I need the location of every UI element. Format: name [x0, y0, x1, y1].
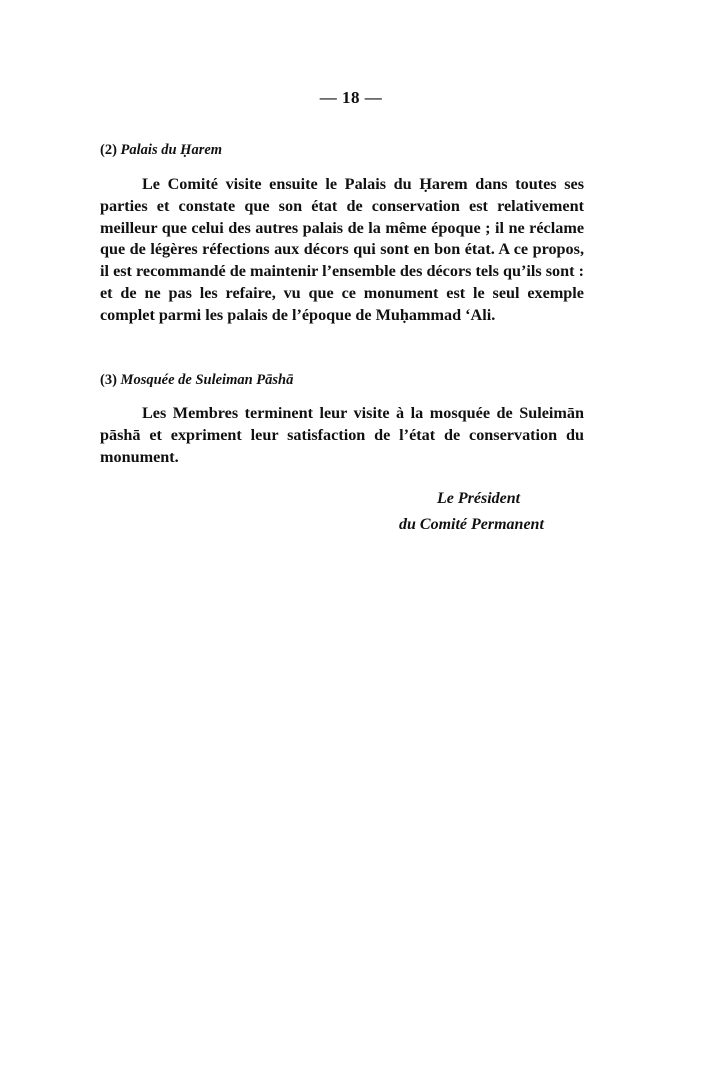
section-number: (3) [100, 372, 117, 388]
section-title: Mosquée de Suleiman Pāshā [120, 372, 294, 388]
page-number: — 18 — [319, 88, 383, 107]
section-title: Palais du Ḥarem [120, 142, 223, 158]
section-heading-palais-du-harem [100, 142, 222, 159]
section-number: (2) [100, 142, 117, 158]
signature-committee: du Comité Permanent [399, 516, 544, 533]
paragraph-mosquee-suleiman: Les Membres terminent leur visite à la mosquée de Suleimān pāshā et expriment leur satisfaction de l’état de conservation du monument. [100, 404, 584, 466]
signature-president: Le Président [437, 490, 521, 507]
section-heading-mosquee-suleiman [100, 372, 293, 389]
paragraph-palais-du-harem: Le Comité visite ensuite le Palais du Ḥarem dans toutes ses parties et constate que son état de conservation est relativement meilleur que celui des autres palais de la même époque ; il ne réclame que de légères réfections aux décors qui sont en bon état. A ce propos, il est recommandé de maintenir l’ensemble des décors tels qu’ils sont : et de ne pas les refaire, vu que ce monument est le seul exemple complet parmi les palais de l’époque de Muḥammad ‘Ali. [100, 175, 584, 324]
